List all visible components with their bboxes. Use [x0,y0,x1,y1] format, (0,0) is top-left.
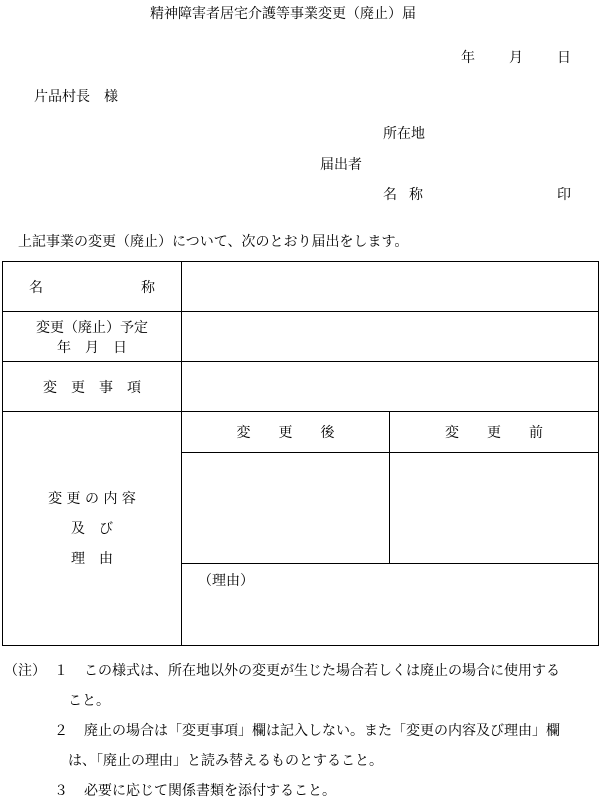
note-2-text-cont: は、「廃止の理由」と読み替えるものとすること。 [68,753,383,769]
reason-input-cell[interactable] [182,564,599,646]
name-label-char-1: 名 [29,279,43,296]
date-day-label: 日 [557,50,571,66]
date-month-label: 月 [509,50,523,66]
form-title: 精神障害者居宅介護等事業変更（廃止）届 [150,6,416,22]
notes-prefix: （注） [4,663,46,679]
note-3-line-1 [4,776,616,806]
name-label-cell [3,262,182,312]
addressee: 片品村長 様 [34,89,118,105]
content-label-line-1: 変 更 の 内 容 [48,490,136,507]
date-label-cell [3,312,182,362]
before-change-input-cell[interactable] [390,453,599,564]
date-label-line-1: 変更（廃止）予定 [36,319,148,336]
note-1-line-2 [4,686,616,716]
change-item-label-cell [3,362,182,412]
change-item-input-cell[interactable] [182,362,599,412]
name-input-cell[interactable] [182,262,599,312]
filer-label: 届出者 [320,157,362,173]
seal-mark: 印 [557,187,571,203]
date-year-label: 年 [461,50,475,66]
note-2-text: 廃止の場合は「変更事項」欄は記入しない。また「変更の内容及び理由」欄 [84,723,560,739]
content-header-row [3,412,599,453]
content-label-line-2: 及 び [71,520,113,537]
note-1-line-1 [4,656,616,686]
date-row [3,312,599,362]
note-1-number: １ [54,663,68,679]
reason-label: （理由） [198,573,254,589]
name-row [3,262,599,312]
intro-text: 上記事業の変更（廃止）について、次のとおり届出をします。 [18,234,409,250]
note-1-text: この様式は、所在地以外の変更が生じた場合若しくは廃止の場合に使用する [84,663,560,679]
address-label: 所在地 [383,126,425,142]
name-label-char-2: 称 [141,279,155,296]
before-change-header: 変 更 前 [390,412,599,453]
note-3-number: ３ [54,783,68,799]
date-input-cell[interactable] [182,312,599,362]
note-2-number: ２ [54,723,68,739]
after-change-header: 変 更 後 [182,412,390,453]
note-3-text: 必要に応じて関係書類を添付すること。 [84,783,336,799]
note-2-line-2 [4,746,616,776]
note-2-line-1 [4,716,616,746]
date-label-line-2: 年 月 日 [57,339,127,356]
content-label-cell [3,412,182,646]
content-label-line-3: 理 由 [71,550,113,567]
change-item-row [3,362,599,412]
notification-form-table [2,261,599,646]
change-item-label: 変 更 事 項 [43,379,141,396]
note-1-text-cont: こと。 [68,693,110,709]
after-change-input-cell[interactable] [182,453,390,564]
notes-section [4,656,616,806]
filer-name-label: 名称 [383,187,435,203]
